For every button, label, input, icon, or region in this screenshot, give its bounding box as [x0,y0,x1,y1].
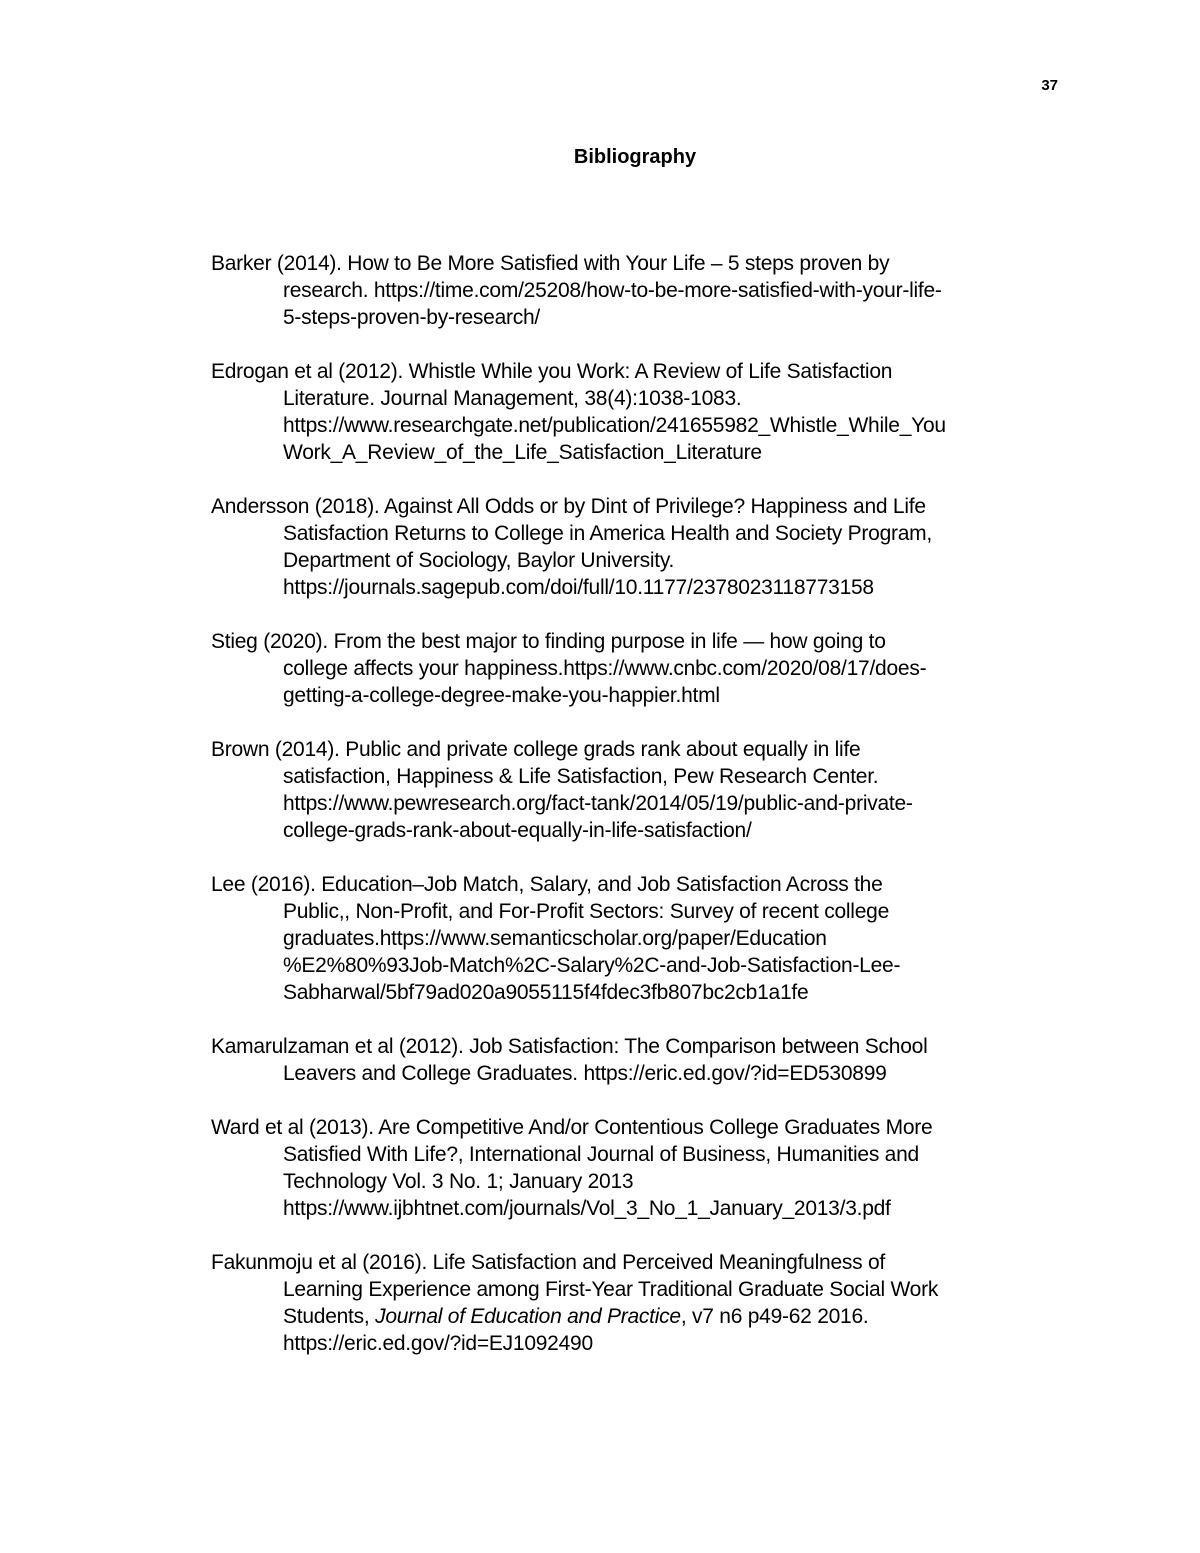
reference-line: https://eric.ed.gov/?id=EJ1092490 [283,1332,593,1355]
reference-line: college-grads-rank-about-equally-in-life-satisfaction/ [283,819,752,842]
reference-line: https://journals.sagepub.com/doi/full/10.1177/2378023118773158 [283,576,874,599]
reference-line: Sabharwal/5bf79ad020a9055115f4fdec3fb807bc2cb1a1fe [283,981,809,1004]
reference-line: Ward et al (2013). Are Competitive And/or Contentious College Graduates More [211,1116,933,1139]
reference-line: Leavers and College Graduates. https://eric.ed.gov/?id=ED530899 [283,1062,887,1085]
reference-entry [211,871,1071,1006]
reference-line: Satisfied With Life?, International Journal of Business, Humanities and [283,1143,919,1166]
reference-entry [211,1114,1071,1222]
reference-line: satisfaction, Happiness & Life Satisfaction, Pew Research Center. [283,765,879,788]
reference-line: 5-steps-proven-by-research/ [283,306,541,329]
reference-line: Kamarulzaman et al (2012). Job Satisfaction: The Comparison between School [211,1035,928,1058]
reference-entry [211,250,1071,331]
reference-line [211,1303,1071,1330]
page-title: Bibliography [573,146,697,168]
reference-line: getting-a-college-degree-make-you-happier.html [283,684,720,707]
reference-entry [211,1033,1071,1087]
reference-line: Fakunmoju et al (2016). Life Satisfaction and Perceived Meaningfulness of [211,1251,885,1274]
reference-entry [211,1249,1071,1357]
reference-line: https://www.researchgate.net/publication/241655982_Whistle_While_You [283,414,946,437]
reference-line: Department of Sociology, Baylor University. [283,549,675,572]
reference-line: Edrogan et al (2012). Whistle While you Work: A Review of Life Satisfaction [211,360,893,383]
reference-line: Technology Vol. 3 No. 1; January 2013 [283,1170,634,1193]
reference-entry [211,493,1071,601]
reference-line: %E2%80%93Job-Match%2C-Salary%2C-and-Job-Satisfaction-Lee- [283,954,901,977]
reference-line: https://www.ijbhtnet.com/journals/Vol_3_No_1_January_2013/3.pdf [283,1197,891,1220]
reference-text: , v7 n6 p49-62 2016. [680,1305,869,1328]
reference-line: Barker (2014). How to Be More Satisfied with Your Life – 5 steps proven by [211,252,890,275]
reference-entry [211,736,1071,844]
reference-line: Brown (2014). Public and private college grads rank about equally in life [211,738,861,761]
reference-line: Literature. Journal Management, 38(4):1038-1083. [283,387,742,410]
reference-line: Learning Experience among First-Year Traditional Graduate Social Work [283,1278,939,1301]
reference-entry [211,358,1071,466]
reference-line: Stieg (2020). From the best major to finding purpose in life — how going to [211,630,886,653]
reference-list [211,250,1071,1384]
reference-line: college affects your happiness.https://www.cnbc.com/2020/08/17/does- [283,657,927,680]
reference-line: Satisfaction Returns to College in America Health and Society Program, [283,522,932,545]
reference-line: Andersson (2018). Against All Odds or by Dint of Privilege? Happiness and Life [211,495,926,518]
reference-text: Students, [283,1305,376,1328]
reference-line: Public,, Non-Profit, and For-Profit Sectors: Survey of recent college [283,900,890,923]
reference-line: Lee (2016). Education–Job Match, Salary, and Job Satisfaction Across the [211,873,883,896]
reference-entry [211,628,1071,709]
journal-title: Journal of Education and Practice [375,1305,681,1328]
reference-line: https://www.pewresearch.org/fact-tank/2014/05/19/public-and-private- [283,792,913,815]
reference-line: graduates.https://www.semanticscholar.org/paper/Education [283,927,827,950]
page-number: 37 [1041,77,1058,94]
reference-line: research. https://time.com/25208/how-to-be-more-satisfied-with-your-life- [283,279,942,302]
reference-line: Work_A_Review_of_the_Life_Satisfaction_Literature [283,441,762,464]
